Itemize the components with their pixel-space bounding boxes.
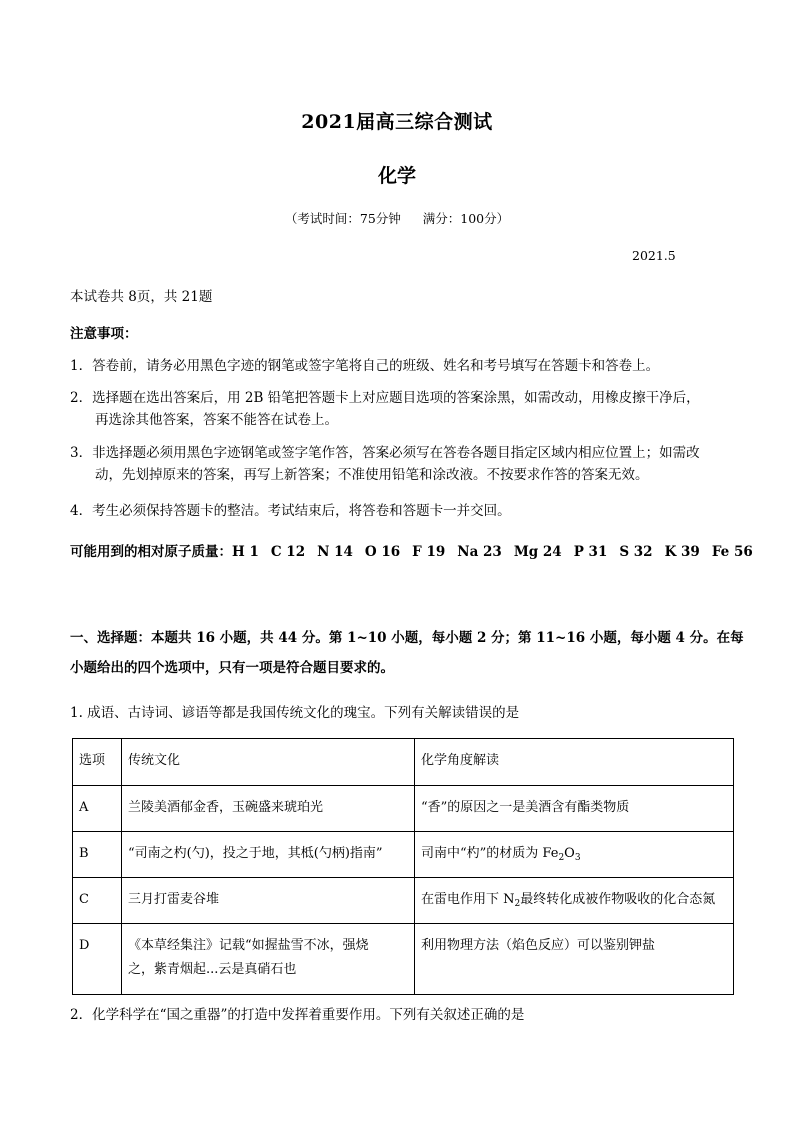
subject-title: 化学 bbox=[377, 165, 416, 187]
header-option: 选项 bbox=[73, 739, 122, 786]
header-culture: 传统文化 bbox=[122, 739, 415, 786]
atomic-masses-label: 可能用到的相对原子质量： bbox=[70, 544, 232, 560]
element-mass: N 14 bbox=[317, 544, 353, 560]
exam-title: 2021届高三综合测试 bbox=[301, 111, 493, 133]
notice-item-2: 2．选择题在选出答案后，用 2B 铅笔把答题卡上对应题目选项的答案涂黑，如需改动，用橡皮擦干净后， 再选涂其他答案，答案不能答在试卷上。 bbox=[70, 390, 700, 428]
element-mass: H 1 bbox=[232, 544, 259, 560]
interpretation-cell: 司南中“杓”的材质为 $Fe_2O_3$ bbox=[415, 832, 734, 878]
element-mass: P 31 bbox=[573, 544, 608, 560]
table-row bbox=[73, 832, 734, 878]
option-label: D bbox=[73, 924, 122, 995]
full-score: 满分：100分） bbox=[422, 211, 510, 226]
notice-item-3: 3．非选择题必须用黑色字迹钢笔或签字笔作答，答案必须写在答卷各题目指定区域内相应位置上；如需改 动，先划掉原来的答案，再写上新答案；不准使用铅笔和涂改液。不按要求作答的答案无效。 bbox=[70, 445, 700, 483]
element-mass: C 12 bbox=[270, 544, 306, 560]
element-mass: Na 23 bbox=[457, 544, 502, 560]
table-row bbox=[73, 878, 734, 924]
question-1-table bbox=[72, 738, 734, 995]
notice-item-4: 4．考生必须保持答题卡的整洁。考试结束后，将答卷和答题卡一并交回。 bbox=[70, 503, 511, 519]
exam-info bbox=[0, 209, 794, 227]
section-heading-line2: 小题给出的四个选项中，只有一项是符合题目要求的。 bbox=[70, 660, 394, 676]
option-label: C bbox=[73, 878, 122, 924]
element-mass: F 19 bbox=[412, 544, 446, 560]
element-mass: S 32 bbox=[619, 544, 653, 560]
option-label: B bbox=[73, 832, 122, 878]
element-mass: K 39 bbox=[664, 544, 700, 560]
interpretation-cell: “香”的原因之一是美酒含有酯类物质 bbox=[415, 786, 734, 832]
interpretation-cell: 利用物理方法（焰色反应）可以鉴别钾盐 bbox=[415, 924, 734, 995]
option-label: A bbox=[73, 786, 122, 832]
interpretation-cell: 在雷电作用下 $N_2$最终转化成被作物吸收的化合态氮 bbox=[415, 878, 734, 924]
header-interpretation: 化学角度解读 bbox=[415, 739, 734, 786]
question-2-stem: 2．化学科学在“国之重器”的打造中发挥着重要作用。下列有关叙述正确的是 bbox=[70, 1007, 525, 1023]
culture-cell: 《本草经集注》记载“如握盐雪不冰，强烧 之，紫青烟起...云是真硝石也 bbox=[122, 924, 415, 995]
element-mass: Mg 24 bbox=[513, 544, 562, 560]
table-row bbox=[73, 924, 734, 995]
exam-time: （考试时间：75分钟 bbox=[284, 211, 401, 226]
culture-cell: 兰陵美酒郁金香，玉碗盛来琥珀光 bbox=[122, 786, 415, 832]
table-row bbox=[73, 786, 734, 832]
culture-cell: 三月打雷麦谷堆 bbox=[122, 878, 415, 924]
question-1-stem: 1. 成语、古诗词、谚语等都是我国传统文化的瑰宝。下列有关解读错误的是 bbox=[70, 705, 520, 721]
element-mass: Fe 56 bbox=[711, 544, 753, 560]
page-count-line: 本试卷共 8页，共 21题 bbox=[70, 289, 213, 305]
table-header-row bbox=[73, 739, 734, 786]
atomic-masses-line bbox=[70, 540, 765, 560]
culture-cell: “司南之杓(勺)，投之于地，其柢(勺柄)指南” bbox=[122, 832, 415, 878]
notice-item-1: 1．答卷前，请务必用黑色字迹的钢笔或签字笔将自己的班级、姓名和考号填写在答题卡和答卷上。 bbox=[70, 358, 660, 374]
element-mass: O 16 bbox=[364, 544, 401, 560]
notice-heading: 注意事项： bbox=[70, 326, 138, 342]
section-heading-line1: 一、选择题：本题共 16 小题，共 44 分。第 1~10 小题，每小题 2 分；第 11~16 小题，每小题 4 分。在每 bbox=[70, 630, 744, 646]
exam-date: 2021.5 bbox=[632, 248, 676, 263]
